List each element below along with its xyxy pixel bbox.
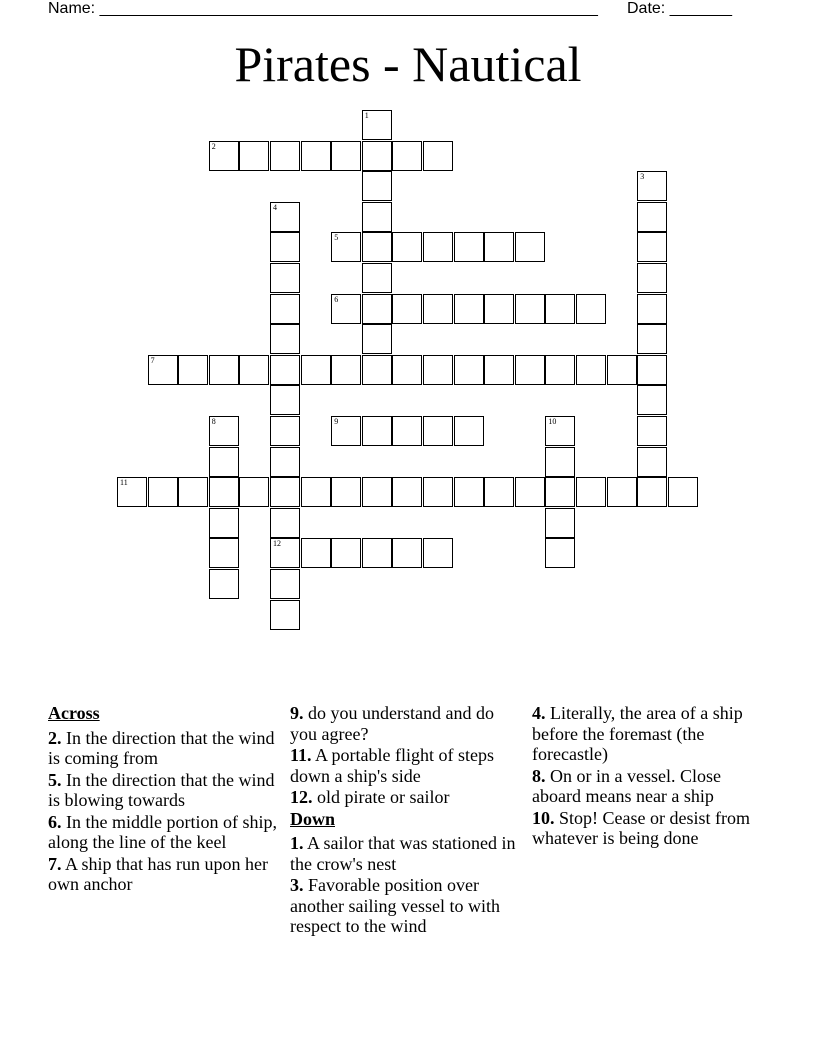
crossword-cell[interactable] (239, 477, 269, 507)
crossword-cell[interactable] (392, 141, 422, 171)
crossword-cell[interactable] (545, 355, 575, 385)
crossword-cell[interactable] (607, 477, 637, 507)
down-heading: Down (290, 808, 336, 829)
crossword-cell[interactable] (637, 355, 667, 385)
clue-across-11 (290, 745, 522, 786)
crossword-cell[interactable] (117, 477, 147, 507)
crossword-cell[interactable] (362, 324, 392, 354)
clue-down-3 (290, 875, 522, 937)
crossword-cell[interactable] (270, 385, 300, 415)
puzzle-title: Pirates - Nautical (234, 36, 582, 92)
crossword-cell[interactable] (270, 141, 300, 171)
crossword-cell[interactable] (209, 447, 239, 477)
crossword-cell[interactable] (454, 477, 484, 507)
clue-text: In the direction that the wind is blowing towards (48, 769, 275, 810)
clue-text: Literally, the area of a ship before the foremast (the forecastle) (532, 703, 743, 764)
crossword-cell[interactable] (607, 355, 637, 385)
clue-text: do you understand and do you agree? (290, 703, 494, 744)
crossword-cell[interactable] (362, 171, 392, 201)
crossword-cell[interactable] (637, 324, 667, 354)
clue-number: 2. (48, 727, 62, 748)
crossword-cell[interactable] (545, 477, 575, 507)
crossword-cell[interactable] (423, 416, 453, 446)
clue-across-6 (48, 812, 280, 853)
clue-across-2 (48, 728, 280, 769)
clue-down-8 (532, 766, 764, 807)
clue-across-5 (48, 770, 280, 811)
crossword-cell[interactable] (515, 294, 545, 324)
crossword-cell[interactable] (362, 294, 392, 324)
clue-down-1 (290, 833, 522, 874)
crossword-cell[interactable] (362, 202, 392, 232)
crossword-cell[interactable] (270, 355, 300, 385)
crossword-cell[interactable] (270, 508, 300, 538)
crossword-cell[interactable] (637, 232, 667, 262)
crossword-cell[interactable] (209, 477, 239, 507)
crossword-cell[interactable] (576, 477, 606, 507)
cell-number: 8 (211, 417, 216, 426)
crossword-cell[interactable] (545, 294, 575, 324)
clue-text: Favorable position over another sailing vessel to with respect to the wind (290, 875, 500, 936)
crossword-cell[interactable] (484, 355, 514, 385)
crossword-cell[interactable] (423, 355, 453, 385)
cell-number: 2 (211, 141, 216, 151)
crossword-cell[interactable] (637, 294, 667, 324)
clue-text: In the middle portion of ship, along the line of the keel (48, 811, 277, 852)
crossword-cell[interactable] (362, 232, 392, 262)
cell-number: 10 (548, 417, 557, 426)
cell-number: 4 (273, 202, 277, 212)
crossword-cell[interactable] (301, 141, 331, 171)
crossword-cell[interactable] (484, 294, 514, 324)
crossword-cell[interactable] (545, 538, 575, 568)
cell-number: 3 (640, 172, 645, 182)
crossword-cell[interactable] (454, 355, 484, 385)
crossword-cell[interactable] (148, 477, 178, 507)
crossword-cell[interactable] (209, 355, 239, 385)
crossword-cell[interactable] (270, 538, 300, 568)
clue-number: 8. (532, 765, 546, 786)
clue-number: 9. (290, 703, 304, 723)
crossword-cell[interactable] (362, 477, 392, 507)
crossword-cell[interactable] (392, 355, 422, 385)
crossword-cell[interactable] (331, 232, 361, 262)
crossword-cell[interactable] (515, 477, 545, 507)
crossword-cell[interactable] (423, 232, 453, 262)
crossword-cell[interactable] (362, 263, 392, 293)
cell-number: 9 (334, 417, 339, 426)
crossword-cell[interactable] (637, 263, 667, 293)
crossword-cell[interactable] (239, 141, 269, 171)
crossword-cell[interactable] (668, 477, 698, 507)
crossword-cell[interactable] (637, 416, 667, 446)
crossword-cell[interactable] (362, 355, 392, 385)
cell-number: 11 (120, 478, 128, 488)
crossword-cell[interactable] (362, 110, 392, 140)
clue-text: Stop! Cease or desist from whatever is being done (532, 807, 750, 848)
crossword-cell[interactable] (331, 538, 361, 568)
crossword-cell[interactable] (270, 447, 300, 477)
clue-across-12 (290, 787, 522, 808)
crossword-cell[interactable] (637, 171, 667, 201)
clue-text: old pirate or sailor (317, 787, 450, 807)
crossword-cell[interactable] (576, 355, 606, 385)
clue-text: A portable flight of steps down a ship's side (290, 745, 495, 786)
crossword-cell[interactable] (209, 141, 239, 171)
crossword-cell[interactable] (454, 294, 484, 324)
crossword-cell[interactable] (392, 416, 422, 446)
clue-down-10 (532, 808, 764, 849)
date-field-label: Date: _______ (627, 0, 732, 17)
clue-number: 7. (48, 853, 62, 874)
crossword-cell[interactable] (362, 141, 392, 171)
clue-text: A ship that has run upon her own anchor (48, 853, 268, 894)
clue-number: 10. (532, 807, 555, 828)
clue-across-7 (48, 854, 280, 895)
crossword-cell[interactable] (515, 355, 545, 385)
clue-number: 11. (290, 745, 312, 765)
crossword-cell[interactable] (454, 232, 484, 262)
cell-number: 5 (334, 233, 339, 243)
crossword-cell[interactable] (331, 477, 361, 507)
name-field-label: Name: ________________________________________________________ (48, 0, 598, 17)
crossword-cell[interactable] (270, 294, 300, 324)
crossword-cell[interactable] (637, 477, 667, 507)
clue-column-2 (290, 703, 522, 938)
crossword-cell[interactable] (301, 355, 331, 385)
clue-number: 6. (48, 811, 62, 832)
crossword-cell[interactable] (301, 477, 331, 507)
crossword-cell[interactable] (148, 355, 178, 385)
crossword-cell[interactable] (270, 232, 300, 262)
crossword-cell[interactable] (637, 202, 667, 232)
cell-number: 7 (150, 355, 155, 365)
clue-text: On or in a vessel. Close aboard means near a ship (532, 765, 721, 806)
crossword-cell[interactable] (392, 232, 422, 262)
crossword-cell[interactable] (454, 416, 484, 446)
clue-column-1 (48, 703, 280, 896)
crossword-cell[interactable] (545, 416, 575, 446)
cell-number: 6 (334, 294, 339, 304)
crossword-cell[interactable] (270, 416, 300, 446)
crossword-cell[interactable] (209, 538, 239, 568)
crossword-cell[interactable] (239, 355, 269, 385)
crossword-cell[interactable] (270, 263, 300, 293)
clue-number: 5. (48, 769, 62, 790)
crossword-cell[interactable] (270, 569, 300, 599)
clue-column-3 (532, 703, 764, 850)
crossword-cell[interactable] (178, 477, 208, 507)
crossword-cell[interactable] (484, 477, 514, 507)
crossword-cell[interactable] (331, 416, 361, 446)
crossword-cell[interactable] (270, 324, 300, 354)
crossword-cell[interactable] (301, 538, 331, 568)
crossword-cell[interactable] (637, 447, 667, 477)
crossword-cell[interactable] (423, 141, 453, 171)
crossword-cell[interactable] (423, 538, 453, 568)
clue-text: In the direction that the wind is coming from (48, 727, 275, 768)
clue-text: A sailor that was stationed in the crow's nest (290, 833, 516, 874)
crossword-cell[interactable] (515, 232, 545, 262)
clue-across-9 (290, 703, 522, 744)
crossword-cell[interactable] (209, 508, 239, 538)
crossword-cell[interactable] (484, 232, 514, 262)
crossword-cell[interactable] (270, 202, 300, 232)
crossword-cell[interactable] (637, 385, 667, 415)
cell-number: 1 (364, 111, 369, 120)
crossword-cell[interactable] (545, 447, 575, 477)
crossword-cell[interactable] (423, 294, 453, 324)
crossword-cell[interactable] (209, 416, 239, 446)
crossword-cell[interactable] (576, 294, 606, 324)
cell-number: 12 (273, 539, 281, 549)
crossword-cell[interactable] (392, 538, 422, 568)
clue-down-4 (532, 703, 764, 765)
clue-number: 12. (290, 787, 313, 807)
crossword-cell[interactable] (423, 477, 453, 507)
crossword-cell[interactable] (362, 538, 392, 568)
crossword-cell[interactable] (331, 355, 361, 385)
crossword-cell[interactable] (362, 416, 392, 446)
crossword-cell[interactable] (331, 141, 361, 171)
crossword-cell[interactable] (178, 355, 208, 385)
crossword-cell[interactable] (270, 600, 300, 630)
across-heading: Across (48, 703, 100, 723)
crossword-cell[interactable] (209, 569, 239, 599)
clue-number: 1. (290, 833, 304, 853)
crossword-cell[interactable] (392, 477, 422, 507)
crossword-cell[interactable] (392, 294, 422, 324)
crossword-cell[interactable] (331, 294, 361, 324)
clue-number: 3. (290, 875, 304, 895)
crossword-cell[interactable] (270, 477, 300, 507)
crossword-cell[interactable] (545, 508, 575, 538)
clue-number: 4. (532, 703, 546, 723)
